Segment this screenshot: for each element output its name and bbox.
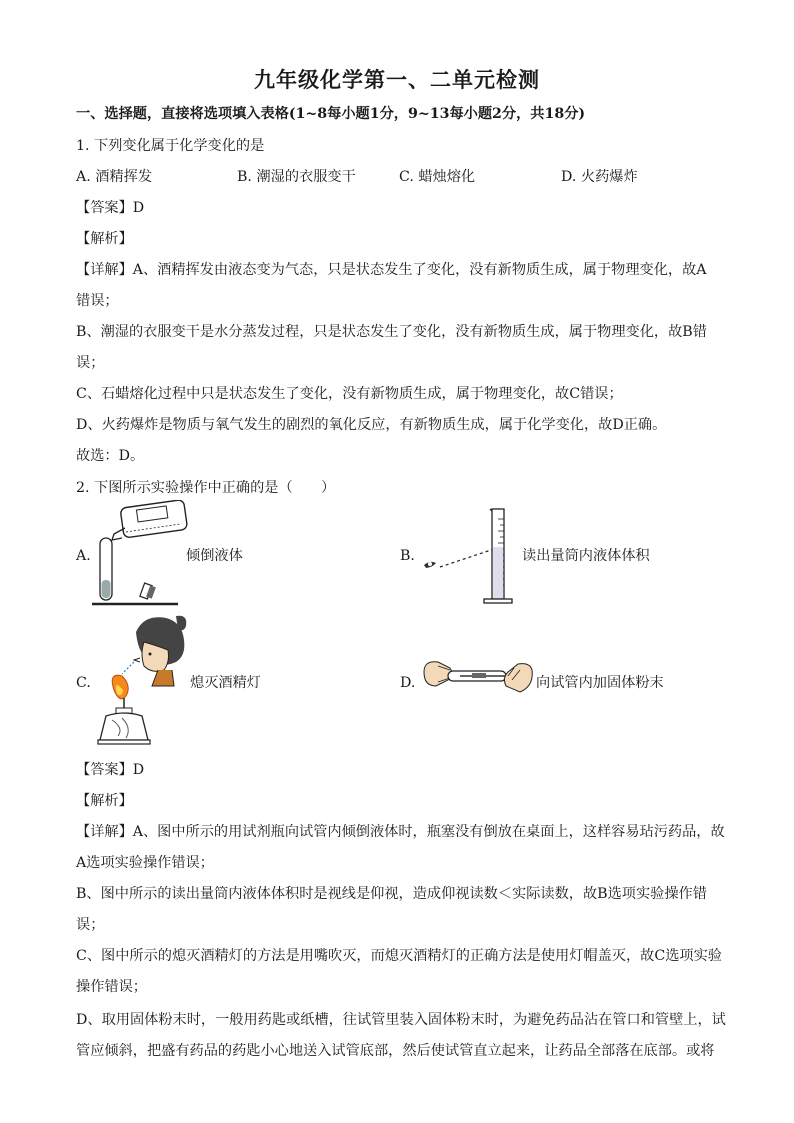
- question-2-stem: 2. 下图所示实验操作中正确的是（ ）: [76, 480, 336, 496]
- q2-option-a-caption: 倾倒液体: [186, 548, 243, 564]
- q2-detail-line: 管应倾斜，把盛有药品的药匙小心地送入试管底部，然后使试管直立起来，让药品全部落在底部。或将: [76, 1043, 715, 1059]
- q2-answer: 【答案】D: [76, 762, 145, 778]
- q1-option-d: D. 火药爆炸: [561, 169, 638, 185]
- q2-option-d-letter: D.: [400, 675, 416, 691]
- q1-detail-line: 【详解】A、酒精挥发由液态变为气态，只是状态发生了变化，没有新物质生成，属于物理变化，故A: [76, 262, 707, 278]
- q1-option-c: C. 蜡烛熔化: [399, 169, 476, 185]
- question-1-stem: 1. 下列变化属于化学变化的是: [76, 138, 265, 154]
- q2-option-c-letter: C.: [76, 675, 91, 691]
- q2-detail-line: D、取用固体粉末时，一般用药匙或纸槽，往试管里装入固体粉末时，为避免药品沾在管口和管壁上，试: [76, 1012, 726, 1028]
- q2-option-a-letter: A.: [76, 548, 91, 564]
- q1-conclusion: 故选：D。: [76, 448, 145, 464]
- alcohol-lamp-figure: [92, 612, 192, 752]
- section-heading: 一、选择题，直接将选项填入表格(1~8每小题1分，9~13每小题2分，共18分): [76, 106, 586, 122]
- q1-analysis-label: 【解析】: [76, 231, 133, 247]
- q2-analysis-label: 【解析】: [76, 793, 133, 809]
- q1-detail-line: B、潮湿的衣服变干是水分蒸发过程，只是状态发生了变化，没有新物质生成，属于物理变化，故B错: [76, 324, 707, 340]
- q2-detail-line: 【详解】A、图中所示的用试剂瓶向试管内倾倒液体时，瓶塞没有倒放在桌面上，这样容易玷污药品，故: [76, 824, 725, 840]
- pour-liquid-figure: [92, 500, 192, 610]
- q2-detail-line: A选项实验操作错误；: [76, 855, 214, 871]
- q1-option-a: A. 酒精挥发: [76, 169, 153, 185]
- q2-detail-line: 操作错误；: [76, 979, 147, 995]
- q2-option-b-letter: B.: [400, 548, 415, 564]
- q2-detail-line: C、图中所示的熄灭酒精灯的方法是用嘴吹灭，而熄灭酒精灯的正确方法是使用灯帽盖灭，故C选项实验: [76, 948, 722, 964]
- q2-detail-line: 误；: [76, 917, 105, 933]
- q1-detail-line: 错误；: [76, 293, 119, 309]
- add-powder-figure: [420, 652, 536, 704]
- q2-option-b-caption: 读出量筒内液体体积: [522, 548, 650, 564]
- q2-option-d-caption: 向试管内加固体粉末: [536, 675, 664, 691]
- page-title: 九年级化学第一、二单元检测: [254, 67, 540, 92]
- q1-detail-line: C、石蜡熔化过程中只是状态发生了变化，没有新物质生成，属于物理变化，故C错误；: [76, 386, 623, 402]
- q1-option-b: B. 潮湿的衣服变干: [237, 169, 356, 185]
- measuring-cylinder-figure: [418, 505, 518, 605]
- q2-option-c-caption: 熄灭酒精灯: [190, 675, 261, 691]
- q1-detail-line: 误；: [76, 355, 105, 371]
- q1-answer: 【答案】D: [76, 200, 145, 216]
- q1-detail-line: D、火药爆炸是物质与氧气发生的剧烈的氧化反应，有新物质生成，属于化学变化，故D正确。: [76, 417, 667, 433]
- q2-detail-line: B、图中所示的读出量筒内液体体积时是视线是仰视，造成仰视读数＜实际读数，故B选项实验操作错: [76, 886, 707, 902]
